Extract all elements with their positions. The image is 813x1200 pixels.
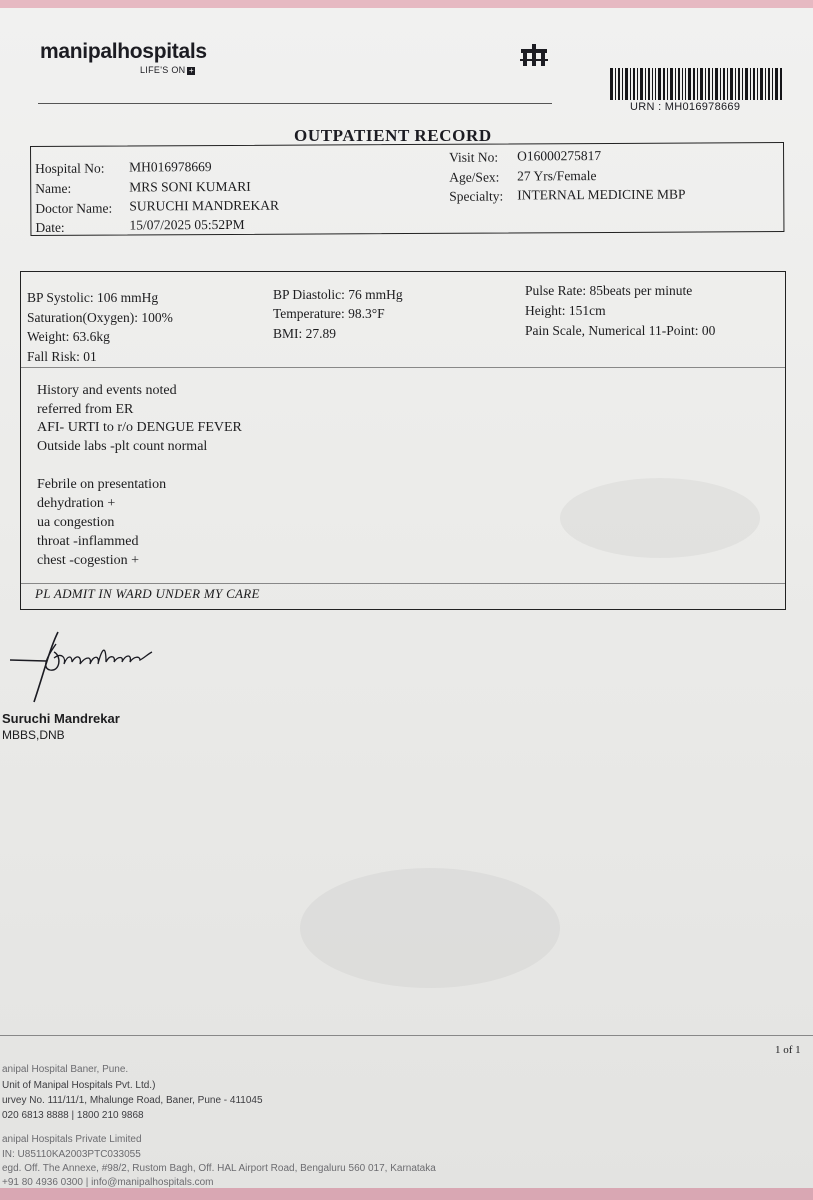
saturation: Saturation(Oxygen): 100% [27, 310, 173, 325]
doctor-value: SURUCHI MANDREKAR [129, 197, 279, 214]
exam-line: chest -cogestion + [37, 553, 139, 568]
bp-systolic: BP Systolic: 106 mmHg [27, 290, 159, 305]
name-value: MRS SONI KUMARI [129, 178, 251, 195]
pulse-rate: Pulse Rate: 85beats per minute [525, 283, 693, 298]
exam-line: Febrile on presentation [37, 477, 167, 492]
age-sex-label: Age/Sex: [449, 169, 500, 185]
hospital-no-value: MH016978669 [129, 159, 212, 175]
history-line: History and events noted [37, 383, 177, 398]
visit-no-value: O16000275817 [517, 148, 602, 164]
age-sex-value: 27 Yrs/Female [517, 168, 597, 184]
doctor-name: Suruchi Mandrekar [2, 711, 120, 726]
hospital-logo-icon [518, 44, 550, 68]
weight: Weight: 63.6kg [27, 329, 110, 344]
height: Height: 151cm [525, 303, 606, 318]
tagline-text: LIFE'S ON [140, 65, 186, 75]
plan-divider [21, 583, 785, 584]
bp-diastolic: BP Diastolic: 76 mmHg [273, 287, 403, 302]
history-line: AFI- URTI to r/o DENGUE FEVER [37, 420, 242, 435]
footer-line: IN: U85110KA2003PTC033055 [2, 1149, 141, 1160]
date-value: 15/07/2025 05:52PM [129, 216, 245, 233]
vitals-divider [21, 367, 785, 368]
footer-line: +91 80 4936 0300 | info@manipalhospitals.com [2, 1177, 214, 1188]
bmi: BMI: 27.89 [273, 326, 337, 341]
history-line: referred from ER [37, 402, 134, 417]
history-line: Outside labs -plt count normal [37, 439, 208, 454]
fall-risk: Fall Risk: 01 [27, 349, 97, 364]
document-sheet [0, 8, 813, 1188]
date-label: Date: [35, 219, 65, 235]
page-footer-divider [0, 1035, 813, 1036]
exam-line: ua congestion [37, 515, 115, 530]
paper-shadow [300, 868, 560, 988]
hospital-no-label: Hospital No: [35, 160, 105, 176]
exam-line: throat -inflammed [37, 534, 139, 549]
doctor-degree: MBBS,DNB [2, 728, 65, 742]
exam-line: dehydration + [37, 496, 116, 511]
specialty-label: Specialty: [449, 188, 504, 204]
temperature: Temperature: 98.3°F [273, 306, 385, 321]
doctor-label: Doctor Name: [35, 200, 113, 216]
hospital-logo-text: manipalhospitals [40, 40, 207, 63]
footer-line: Unit of Manipal Hospitals Pvt. Ltd.) [2, 1080, 156, 1091]
plus-icon: + [188, 66, 194, 75]
page-title: OUTPATIENT RECORD [294, 126, 492, 145]
plan-line: PL ADMIT IN WARD UNDER MY CARE [35, 586, 260, 601]
footer-line: anipal Hospitals Private Limited [2, 1134, 142, 1145]
footer-line: 020 6813 8888 | 1800 210 9868 [2, 1110, 144, 1121]
specialty-value: INTERNAL MEDICINE MBP [517, 186, 686, 203]
footer-line: egd. Off. The Annexe, #98/2, Rustom Bagh, Off. HAL Airport Road, Bengaluru 560 017, Karnataka [2, 1163, 436, 1174]
hospital-tagline [140, 65, 195, 75]
pain-scale: Pain Scale, Numerical 11-Point: 00 [525, 323, 716, 338]
barcode-icon [610, 68, 782, 100]
visit-no-label: Visit No: [449, 149, 499, 165]
urn-number: URN : MH016978669 [630, 101, 741, 113]
footer-line: anipal Hospital Baner, Pune. [2, 1064, 129, 1075]
footer-line: urvey No. 111/11/1, Mhalunge Road, Baner, Pune - 411045 [2, 1095, 263, 1106]
header-divider [38, 103, 552, 104]
page-number: 1 of 1 [775, 1044, 801, 1056]
patient-info-box [30, 142, 784, 236]
name-label: Name: [35, 180, 72, 196]
doctor-signature [6, 628, 156, 708]
clinical-notes-box [20, 271, 786, 610]
